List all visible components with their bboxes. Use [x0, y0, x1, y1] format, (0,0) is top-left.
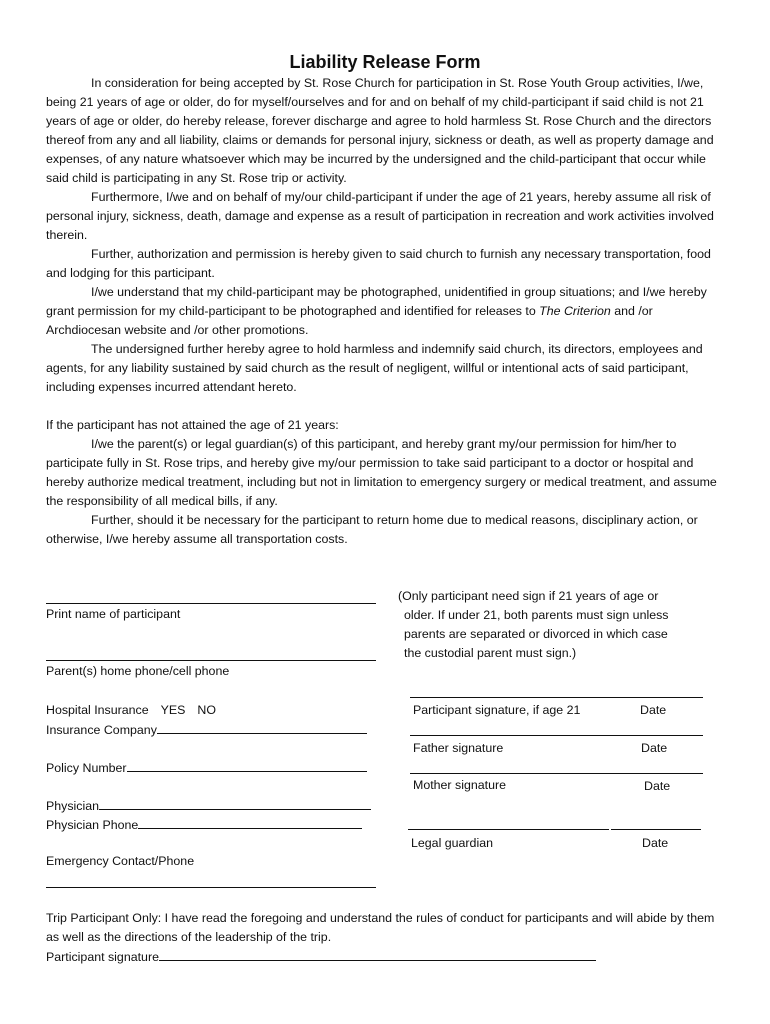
mother-signature-label: Mother signature [413, 778, 506, 792]
emergency-contact-label: Emergency Contact/Phone [46, 854, 195, 868]
print-name-line[interactable] [46, 603, 376, 604]
physician-label: Physician [46, 799, 100, 813]
phone-label: Parent(s) home phone/cell phone [46, 664, 230, 678]
signature-note-line: the custodial parent must sign.) [404, 646, 577, 660]
hospital-insurance-row [46, 701, 216, 720]
publication-name: The Criterion [539, 304, 611, 318]
signature-note-line: (Only participant need sign if 21 years of age or [398, 589, 659, 603]
trip-statement: Trip Participant Only: I have read the foregoing and understand the rules of conduct for participants and will abide by them as well as the directions of the leadership of the trip. [46, 911, 715, 944]
policy-number-row [46, 758, 367, 778]
guardian-date-line[interactable] [611, 829, 701, 830]
transportation-paragraph: Further, should it be necessary for the participant to return home due to medical reasons, disciplinary action, or otherwise, I/we hereby assume all transportation costs. [46, 513, 698, 546]
release-paragraph: In consideration for being accepted by St. Rose Church for participation in St. Rose Youth Group activities, I/we, being 21 years of age or older, do for myself/ourselves and for and on behalf of my child-participant if said child is not 21 years of age or older, do hereby release, forever discharge and agree to hold harmless St. Rose Church and the directors thereof from any and all liability, claims or demands for personal injury, sickness or death, as well as property damage and expenses, of any nature whatsoever which may be incurred by the undersigned and the child-participant that occur while said child is participating in any St. Rose trip or activity. [46, 76, 714, 185]
phone-line[interactable] [46, 660, 376, 661]
authorization-paragraph: Further, authorization and permission is hereby given to said church to furnish any necessary transportation, food and lodging for this participant. [46, 247, 711, 280]
photo-text-end: and /or Archdiocesan website and /or other promotions. [46, 304, 653, 337]
physician-row [46, 796, 371, 816]
signature-note [398, 587, 728, 663]
mother-date-label: Date [644, 779, 671, 793]
emergency-contact-line[interactable] [46, 887, 376, 888]
release-text [46, 74, 726, 549]
parent-permission-paragraph: I/we the parent(s) or legal guardian(s) of this participant, and hereby grant my/our permission for him/her to participate fully in St. Rose trips, and hereby give my/our permission to take said participant to a doctor or hospital and hereby authorize medical treatment, including but not in limitation to emergency surgery or medical treatment, and assume the responsibility of all medical bills, if any. [46, 437, 717, 508]
print-name-label: Print name of participant [46, 607, 181, 621]
physician-phone-label: Physician Phone [46, 818, 139, 832]
risk-paragraph: Furthermore, I/we and on behalf of my/our child-participant if under the age of 21 years, hereby assume all risk of personal injury, sickness, death, damage and expense as a result of participation in recreation and work activities involved therein. [46, 190, 714, 242]
insurance-company-row [46, 720, 367, 740]
policy-number-label: Policy Number [46, 761, 127, 775]
signature-note-line: parents are separated or divorced in which case [404, 627, 668, 641]
insurance-company-label: Insurance Company [46, 723, 157, 737]
participant-signature-label: Participant signature, if age 21 [413, 703, 581, 717]
trip-signature-row [46, 947, 596, 967]
father-date-label: Date [641, 741, 668, 755]
physician-phone-line[interactable] [138, 815, 362, 829]
form-title: Liability Release Form [289, 52, 481, 72]
no-option[interactable]: NO [197, 703, 217, 717]
photo-paragraph [46, 283, 726, 340]
trip-signature-label: Participant signature [46, 950, 159, 964]
participant-signature-line[interactable] [410, 697, 703, 698]
participant-date-label: Date [640, 703, 667, 717]
insurance-company-line[interactable] [157, 720, 367, 734]
photo-text: I/we understand that my child-participant may be photographed, unidentified in group situations; and I/we hereby grant permission for my child-participant to be photographed and identified for releases to [46, 285, 707, 318]
guardian-signature-label: Legal guardian [411, 836, 493, 850]
guardian-date-label: Date [642, 836, 669, 850]
minor-heading: If the participant has not attained the age of 21 years: [46, 418, 339, 432]
father-signature-line[interactable] [410, 735, 703, 736]
mother-signature-line[interactable] [410, 773, 703, 774]
hospital-insurance-label: Hospital Insurance [46, 703, 149, 717]
signature-note-line: older. If under 21, both parents must sign unless [404, 608, 669, 622]
guardian-signature-line[interactable] [408, 829, 609, 830]
yes-option[interactable]: YES [160, 703, 186, 717]
indemnify-paragraph: The undersigned further hereby agree to hold harmless and indemnify said church, its directors, employees and agents, for any liability sustained by said church as the result of negligent, willful or intentional acts of said participant, including expenses incurred attendant hereto. [46, 342, 703, 394]
physician-phone-row [46, 815, 362, 835]
father-signature-label: Father signature [413, 741, 504, 755]
policy-number-line[interactable] [127, 758, 367, 772]
trip-signature-line[interactable] [159, 947, 596, 961]
physician-line[interactable] [99, 796, 371, 810]
